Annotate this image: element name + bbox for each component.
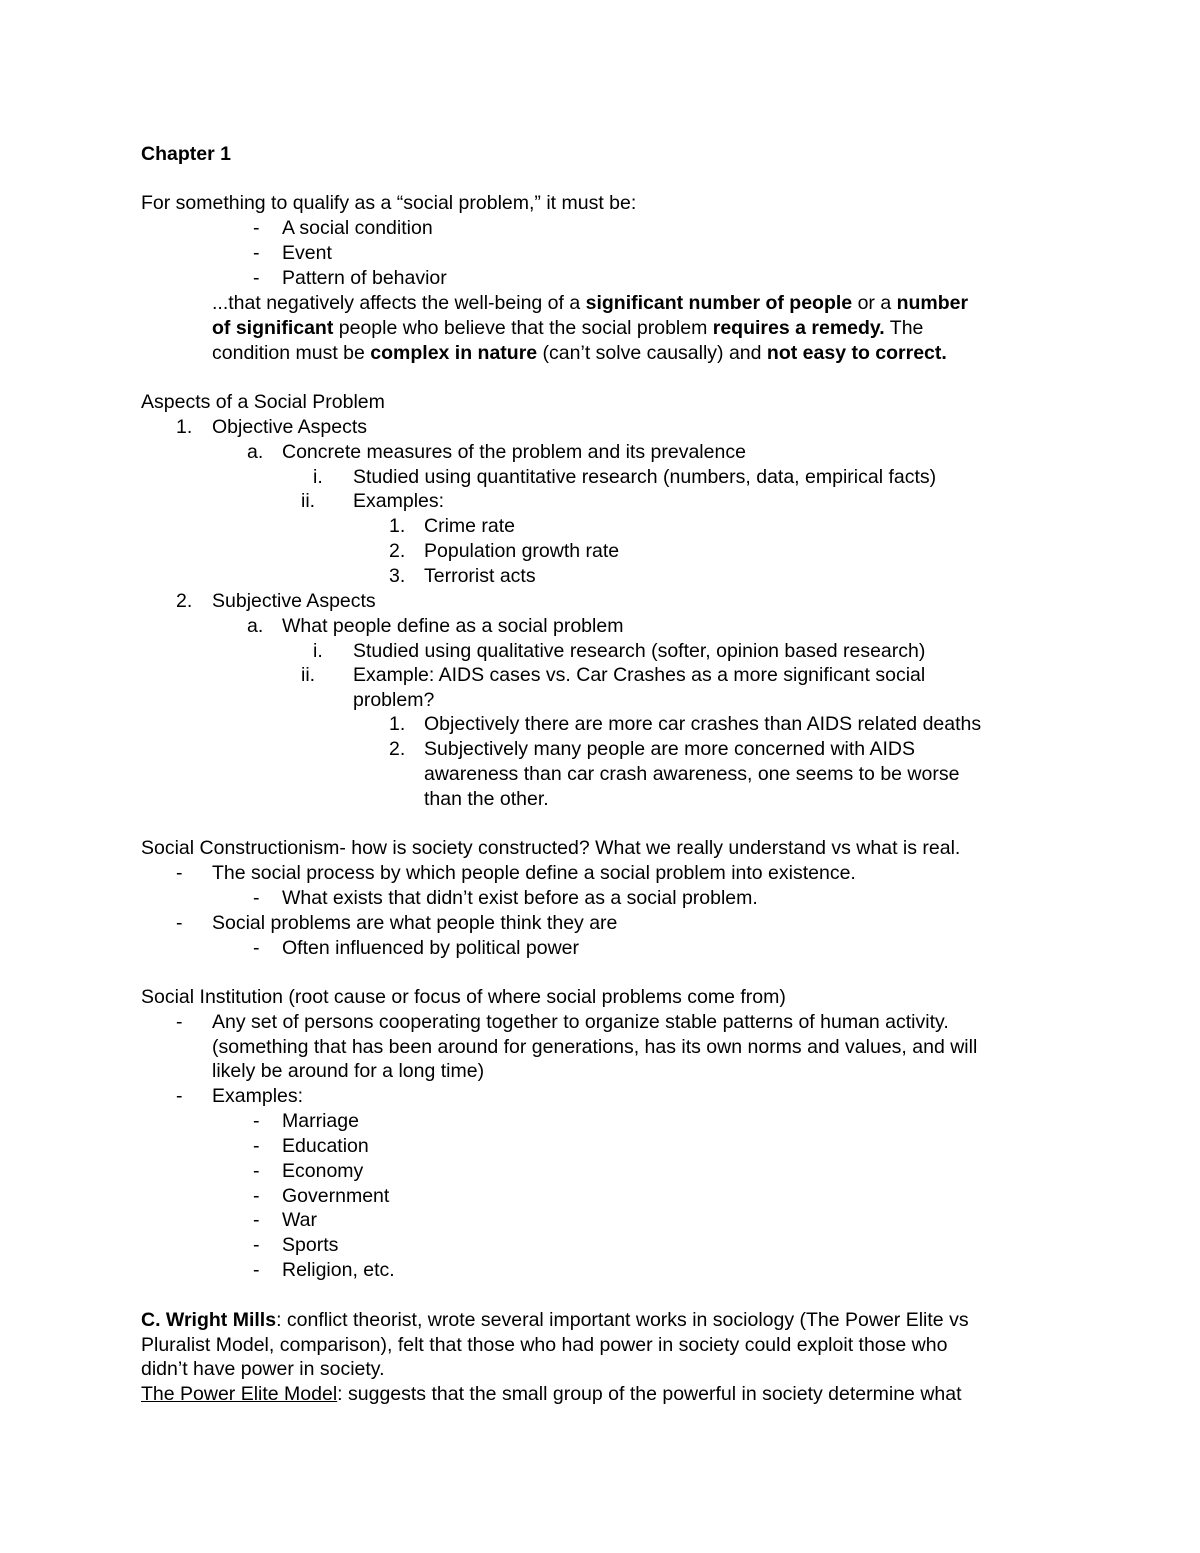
qualify-intro: For something to qualify as a “social problem,” it must be:	[141, 192, 637, 214]
list-roman: ii.	[301, 490, 316, 512]
bullet-dash: -	[253, 267, 260, 289]
institution-heading: Social Institution (root cause or focus of where social problems come from)	[141, 986, 786, 1008]
qualify-description-line-1	[212, 291, 968, 316]
bullet-dash: -	[176, 862, 183, 884]
list-number: 2.	[389, 738, 406, 760]
subjective-aspects-title: Subjective Aspects	[212, 590, 376, 612]
qualify-item: Event	[282, 242, 332, 264]
subjective-i-text: Studied using qualitative research (softer, opinion based research)	[353, 640, 926, 662]
institution-definition-cont: (something that has been around for generations, has its own norms and values, and will	[212, 1036, 978, 1058]
qualify-item: A social condition	[282, 217, 433, 239]
subjective-ii-text-cont: problem?	[353, 689, 435, 711]
institution-example: Government	[282, 1185, 390, 1207]
objective-aspects-title: Objective Aspects	[212, 416, 367, 438]
text-run: : suggests that the small group of the powerful in society determine what	[337, 1383, 962, 1405]
list-number: 1.	[389, 713, 406, 735]
subjective-example-1: Objectively there are more car crashes than AIDS related deaths	[424, 713, 982, 735]
bold-phrase: number	[896, 292, 969, 314]
bullet-dash: -	[253, 1185, 260, 1207]
subjective-example-2-cont: than the other.	[424, 788, 549, 810]
bullet-dash: -	[253, 1135, 260, 1157]
subjective-example-2: Subjectively many people are more concerned with AIDS	[424, 738, 916, 760]
chapter-title: Chapter 1	[141, 143, 231, 165]
list-number: 2.	[389, 540, 406, 562]
bullet-dash: -	[253, 1209, 260, 1231]
list-roman: i.	[313, 466, 323, 488]
subjective-ii-text: Example: AIDS cases vs. Car Crashes as a more significant social	[353, 664, 926, 686]
objective-example: Population growth rate	[424, 540, 620, 562]
institution-example: Religion, etc.	[282, 1259, 395, 1281]
power-elite-term: The Power Elite Model	[141, 1383, 338, 1405]
list-number: 2.	[176, 590, 193, 612]
bullet-dash: -	[253, 242, 260, 264]
bullet-dash: -	[176, 1011, 183, 1033]
qualify-description-line-3	[212, 341, 947, 366]
objective-example: Crime rate	[424, 515, 516, 537]
objective-example: Terrorist acts	[424, 565, 536, 587]
institution-examples-label: Examples:	[212, 1085, 304, 1107]
bullet-dash: -	[253, 937, 260, 959]
institution-example: Economy	[282, 1160, 364, 1182]
list-roman: i.	[313, 640, 323, 662]
objective-ii-text: Examples:	[353, 490, 445, 512]
mills-line-3: didn’t have power in society.	[141, 1358, 385, 1380]
bullet-dash: -	[253, 1259, 260, 1281]
constructionism-bullet: The social process by which people define a social problem into existence.	[212, 862, 856, 884]
constructionism-heading: Social Constructionism- how is society constructed? What we really understand vs what is real.	[141, 837, 961, 859]
text-run: people who believe that the social problem	[333, 317, 713, 339]
text-run: condition must be	[212, 342, 371, 364]
power-elite-line	[141, 1382, 962, 1407]
mills-line-1	[141, 1308, 969, 1333]
bullet-dash: -	[176, 912, 183, 934]
list-number: 1.	[176, 416, 193, 438]
bold-phrase: requires a remedy.	[712, 317, 885, 339]
institution-definition-cont: likely be around for a long time)	[212, 1060, 485, 1082]
institution-definition: Any set of persons cooperating together to organize stable patterns of human activity.	[212, 1011, 949, 1033]
bullet-dash: -	[253, 1160, 260, 1182]
institution-example: Education	[282, 1135, 369, 1157]
bullet-dash: -	[176, 1085, 183, 1107]
bold-phrase: significant number of people	[585, 292, 853, 314]
mills-line-2: Pluralist Model, comparison), felt that those who had power in society could exploit those who	[141, 1334, 948, 1356]
text-run: ...that negatively affects the well-being of a	[212, 292, 586, 314]
bullet-dash: -	[253, 217, 260, 239]
list-number: 3.	[389, 565, 406, 587]
qualify-description-line-2	[212, 316, 923, 341]
institution-example: War	[282, 1209, 318, 1231]
subjective-a-text: What people define as a social problem	[282, 615, 624, 637]
qualify-item: Pattern of behavior	[282, 267, 447, 289]
bullet-dash: -	[253, 1110, 260, 1132]
bold-phrase: not easy to correct.	[766, 342, 947, 364]
institution-example: Sports	[282, 1234, 339, 1256]
list-roman: ii.	[301, 664, 316, 686]
constructionism-sub-bullet: Often influenced by political power	[282, 937, 580, 959]
text-run: : conflict theorist, wrote several important works in sociology (The Power Elite vs	[276, 1309, 969, 1331]
text-run: or a	[852, 292, 897, 314]
text-run: The	[884, 317, 924, 339]
aspects-heading: Aspects of a Social Problem	[141, 391, 385, 413]
bullet-dash: -	[253, 887, 260, 909]
list-number: 1.	[389, 515, 406, 537]
subjective-example-2-cont: awareness than car crash awareness, one seems to be worse	[424, 763, 960, 785]
list-letter: a.	[247, 441, 264, 463]
institution-example: Marriage	[282, 1110, 359, 1132]
objective-a-text: Concrete measures of the problem and its prevalence	[282, 441, 746, 463]
objective-i-text: Studied using quantitative research (numbers, data, empirical facts)	[353, 466, 937, 488]
constructionism-bullet: Social problems are what people think they are	[212, 912, 618, 934]
text-run: (can’t solve causally) and	[537, 342, 767, 364]
bold-phrase: complex in nature	[370, 342, 538, 364]
mills-name: C. Wright Mills	[141, 1309, 277, 1331]
bold-phrase: of significant	[212, 317, 334, 339]
constructionism-sub-bullet: What exists that didn’t exist before as a social problem.	[282, 887, 758, 909]
bullet-dash: -	[253, 1234, 260, 1256]
list-letter: a.	[247, 615, 264, 637]
